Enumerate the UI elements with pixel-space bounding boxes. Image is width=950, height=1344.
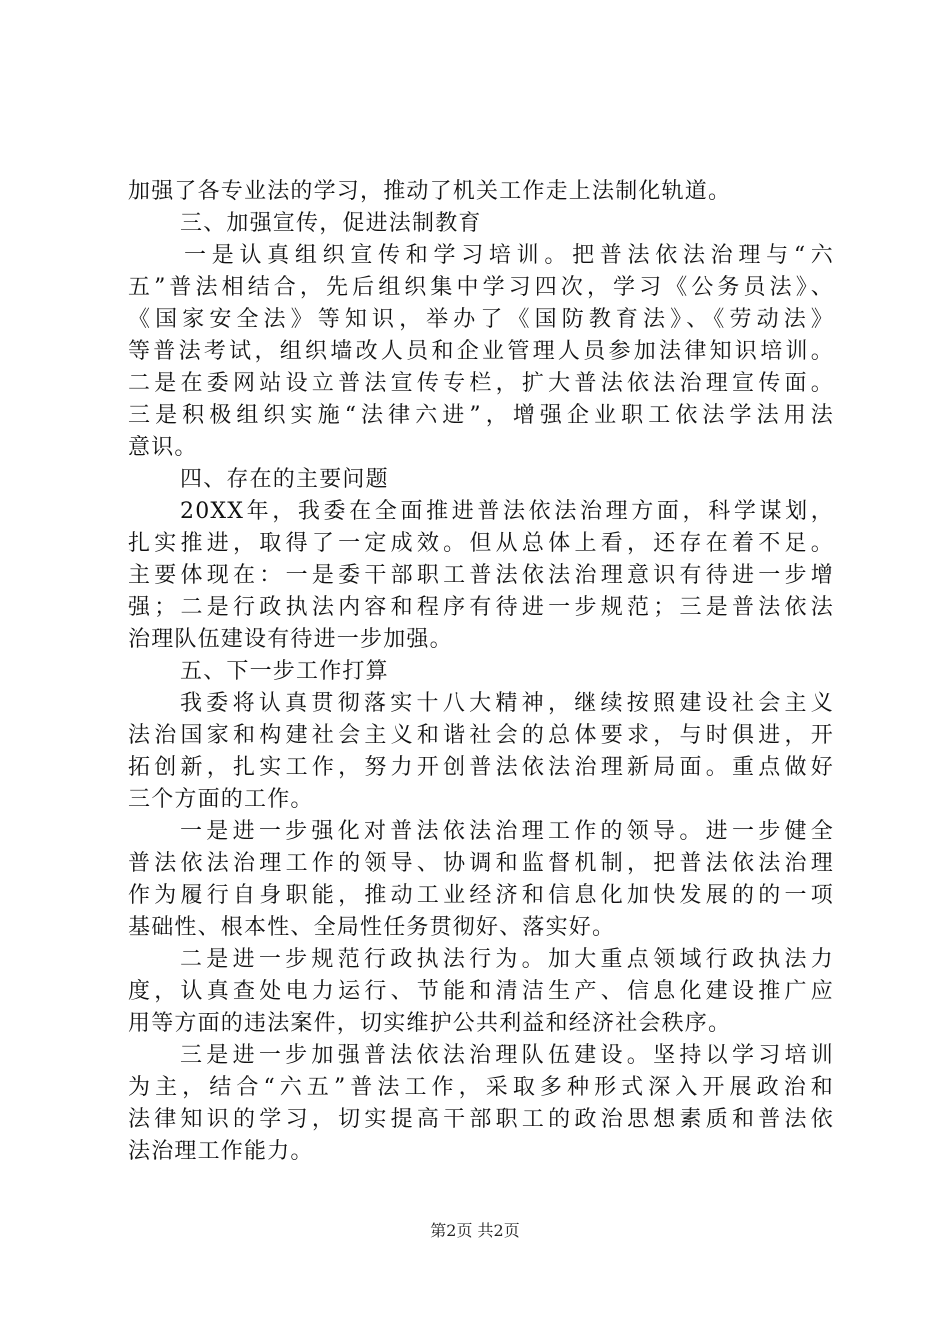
- text-line: 治理队伍建设有待进一步加强。: [128, 627, 453, 652]
- text-line: 基础性、根本性、全局性任务贯彻好、落实好。: [128, 915, 616, 940]
- text-line: 普法依法治理工作的领导、协调和监督机制，把普法依法治理: [128, 851, 834, 876]
- section-heading: 五、下一步工作打算: [180, 659, 389, 684]
- text-line: 三是进一步加强普法依法治理队伍建设。坚持以学习培训: [180, 1043, 834, 1068]
- section-heading: 三、加强宣传，促进法制教育: [180, 211, 482, 236]
- text-line: 三是积极组织实施“法律六进”，增强企业职工依法学法用法: [128, 403, 834, 428]
- text-line: 二是在委网站设立普法宣传专栏，扩大普法依法治理宣传面。: [128, 371, 834, 396]
- text-line: 拓创新，扎实工作，努力开创普法依法治理新局面。重点做好: [128, 755, 834, 780]
- text-line: 强；二是行政执法内容和程序有待进一步规范；三是普法依法: [128, 595, 834, 620]
- text-line: 度，认真查处电力运行、节能和清洁生产、信息化建设推广应: [128, 979, 834, 1004]
- text-line: 三个方面的工作。: [128, 787, 314, 812]
- text-line: 我委将认真贯彻落实十八大精神，继续按照建设社会主义: [180, 691, 834, 716]
- text-line: 加强了各专业法的学习，推动了机关工作走上法制化轨道。: [128, 179, 732, 204]
- document-body: [128, 176, 834, 1168]
- text-line: 为主，结合“六五”普法工作，采取多种形式深入开展政治和: [128, 1075, 834, 1100]
- text-line: 用等方面的违法案件，切实维护公共利益和经济社会秩序。: [128, 1011, 732, 1036]
- text-line: 一是认真组织宣传和学习培训。把普法依法治理与“六: [184, 243, 834, 268]
- text-line: 二是进一步规范行政执法行为。加大重点领域行政执法力: [180, 947, 834, 972]
- text-line: 《国家安全法》等知识，举办了《国防教育法》、《劳动法》: [128, 307, 834, 332]
- text-line: 一是进一步强化对普法依法治理工作的领导。进一步健全: [180, 819, 834, 844]
- text-line: 扎实推进，取得了一定成效。但从总体上看，还存在着不足。: [128, 531, 834, 556]
- text-line: 等普法考试，组织墙改人员和企业管理人员参加法律知识培训。: [128, 339, 834, 364]
- text-line: 法律知识的学习，切实提高干部职工的政治思想素质和普法依: [128, 1107, 834, 1132]
- section-heading: 四、存在的主要问题: [180, 467, 389, 492]
- text-line: 作为履行自身职能，推动工业经济和信息化加快发展的的一项: [128, 883, 834, 908]
- text-line: 主要体现在：一是委干部职工普法依法治理意识有待进一步增: [128, 563, 834, 588]
- text-line: 法治理工作能力。: [128, 1139, 314, 1164]
- text-line: 意识。: [128, 435, 198, 460]
- page-number: 第2页 共2页: [430, 1221, 520, 1240]
- text-line: 法治国家和构建社会主义和谐社会的总体要求，与时俱进，开: [128, 723, 834, 748]
- text-line: 20XX年，我委在全面推进普法依法治理方面，科学谋划，: [180, 499, 834, 524]
- text-line: 五”普法相结合，先后组织集中学习四次，学习《公务员法》、: [128, 275, 834, 300]
